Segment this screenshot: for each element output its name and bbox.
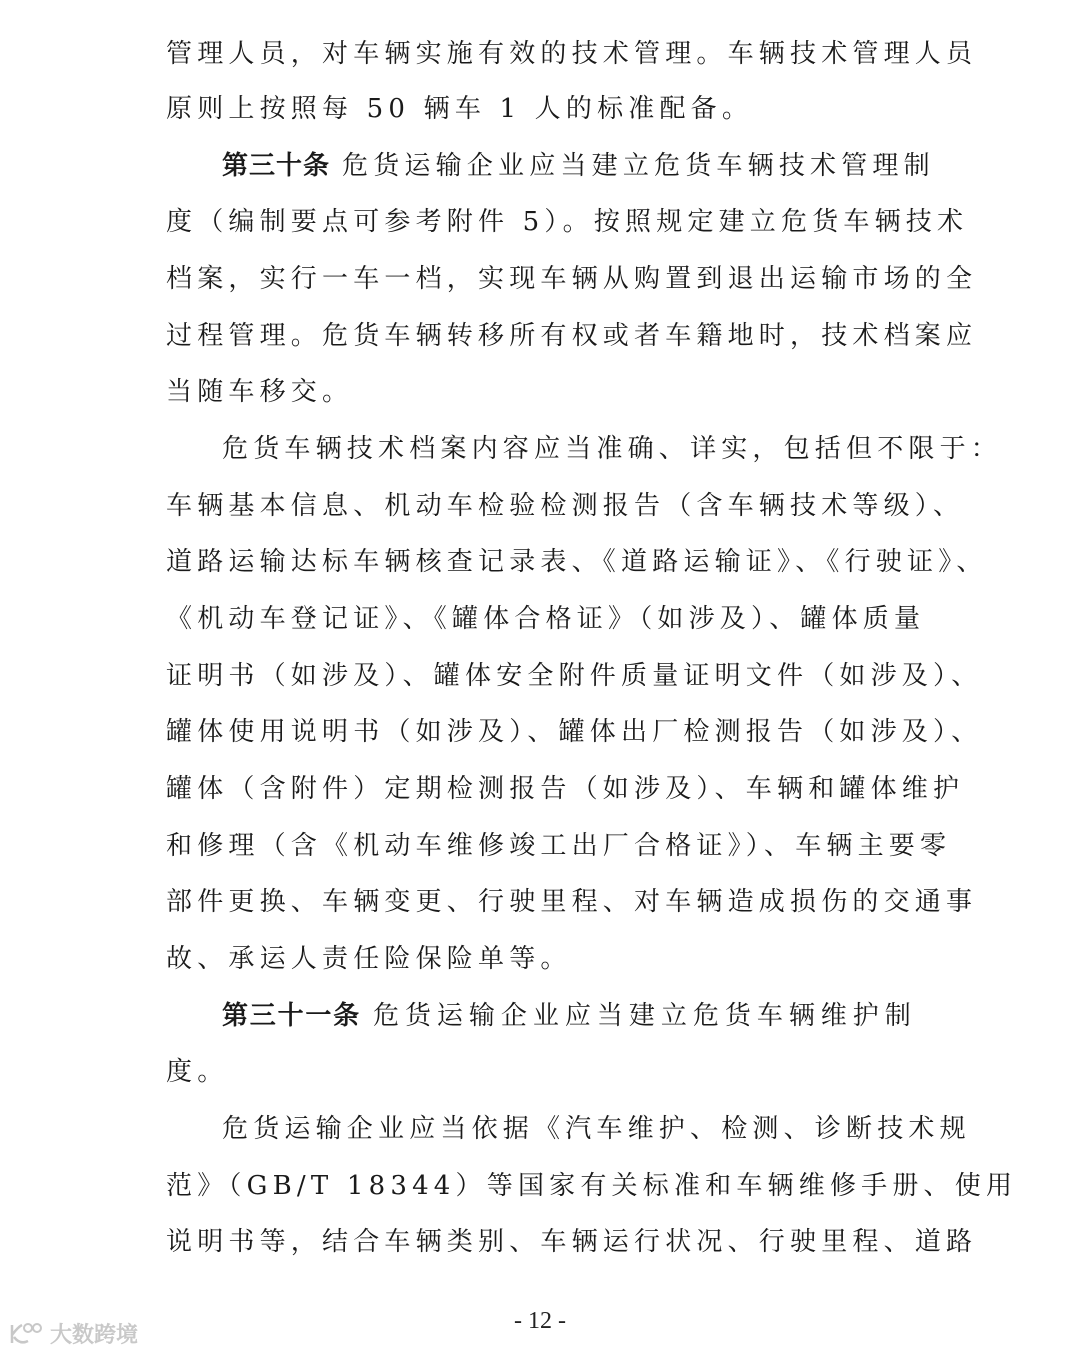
text-line [166, 259, 978, 299]
line-text: 《机动车登记证》、《罐体合格证》（如涉及）、罐体质量 [166, 604, 926, 634]
line-text: 度。 [166, 1057, 229, 1087]
text-line [166, 939, 916, 979]
line-text: 危货运输企业应当建立危货车辆技术管理制 [342, 151, 935, 181]
text-line [166, 34, 978, 74]
text-line [166, 486, 965, 526]
text-line [166, 1166, 1018, 1206]
line-text: 过程管理。危货车辆转移所有权或者车籍地时，技术档案应 [166, 321, 978, 351]
text-line [166, 372, 916, 412]
line-text: 度（编制要点可参考附件 5）。按照规定建立危货车辆技术 [166, 207, 969, 237]
article-number: 第三十一条 [222, 1001, 361, 1031]
line-text: 原则上按照每 50 辆车 1 人的标准配备。 [166, 94, 754, 124]
line-text: 危货运输企业应当依据《汽车维护、检测、诊断技术规 [222, 1114, 971, 1144]
line-text: 说明书等，结合车辆类别、车辆运行状况、行驶里程、道路 [166, 1227, 978, 1257]
line-text: 证明书（如涉及）、罐体安全附件质量证明文件（如涉及）、 [166, 661, 983, 691]
text-line [166, 89, 916, 129]
text-line [166, 1052, 916, 1092]
line-text: 当随车移交。 [166, 377, 354, 407]
text-line [222, 429, 1003, 469]
article-number: 第三十条 [222, 151, 331, 181]
text-line [166, 882, 978, 922]
watermark-text: 大数跨境 [50, 1323, 139, 1348]
page-number: - 12 - [514, 1308, 566, 1334]
text-line [166, 712, 983, 752]
line-text: 管理人员，对车辆实施有效的技术管理。车辆技术管理人员 [166, 39, 978, 69]
text-line [166, 202, 969, 242]
line-text: 车辆基本信息、机动车检验检测报告（含车辆技术等级）、 [166, 491, 965, 521]
text-line [166, 316, 978, 356]
text-line [166, 1222, 978, 1262]
watermark-logo-icon [8, 1321, 44, 1347]
article-heading-line [222, 996, 916, 1036]
line-text: 罐体（含附件）定期检测报告（如涉及）、车辆和罐体维护 [166, 774, 965, 804]
text-line [166, 542, 988, 582]
line-text: 档案，实行一车一档，实现车辆从购置到退出运输市场的全 [166, 264, 978, 294]
line-text: 道路运输达标车辆核查记录表、《道路运输证》、《行驶证》、 [166, 547, 988, 577]
line-text: 范》（GB/T 18344）等国家有关标准和车辆维修手册、使用 [166, 1171, 1018, 1201]
line-text: 危货运输企业应当建立危货车辆维护制 [372, 1001, 916, 1031]
text-line [166, 769, 965, 809]
text-line [166, 599, 926, 639]
text-line [166, 656, 983, 696]
text-line [222, 1109, 971, 1149]
line-text: 和修理（含《机动车维修竣工出厂合格证》）、车辆主要零 [166, 831, 952, 861]
line-text: 罐体使用说明书（如涉及）、罐体出厂检测报告（如涉及）、 [166, 717, 983, 747]
article-heading-line [222, 146, 935, 186]
line-text: 部件更换、车辆变更、行驶里程、对车辆造成损伤的交通事 [166, 887, 978, 917]
line-text: 故、承运人责任险保险单等。 [166, 944, 572, 974]
text-line [166, 826, 952, 866]
line-text: 危货车辆技术档案内容应当准确、详实，包括但不限于： [222, 434, 1003, 464]
watermark [8, 1318, 138, 1349]
